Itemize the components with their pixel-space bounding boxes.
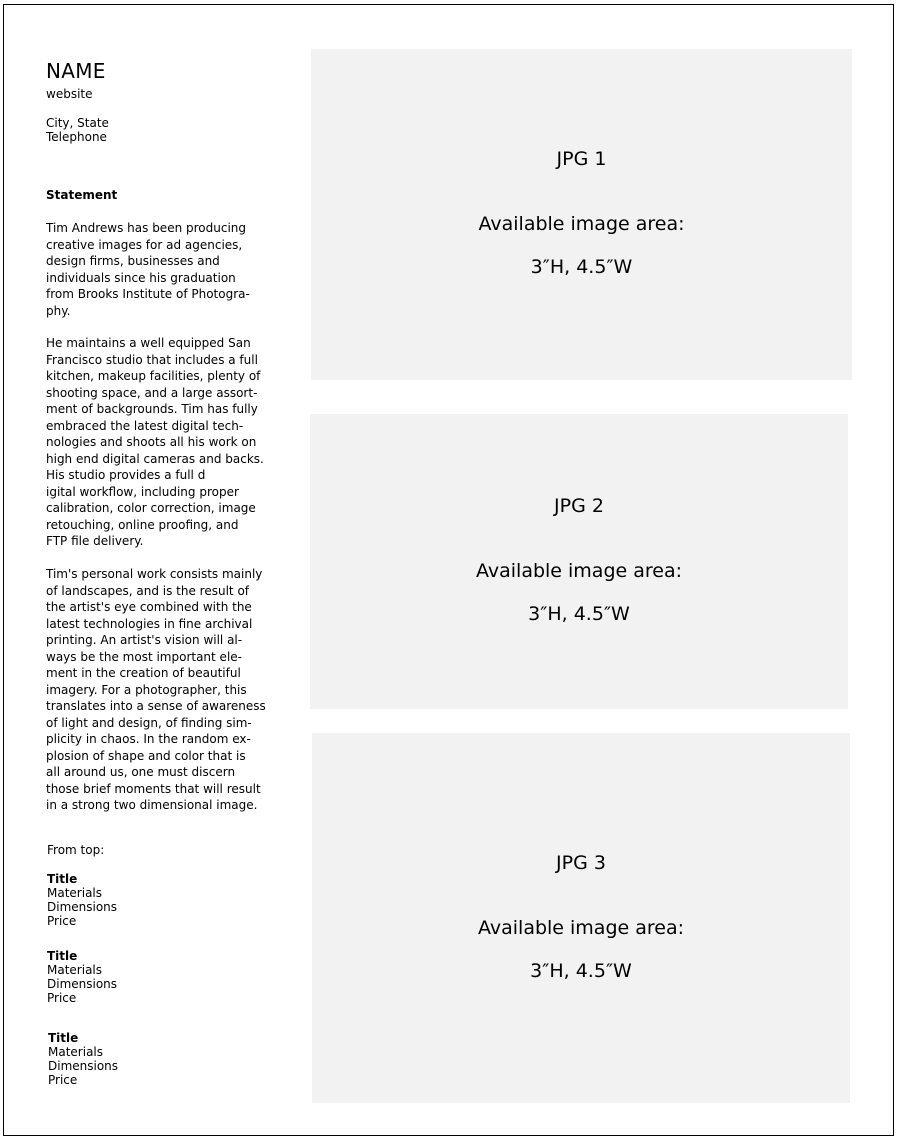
work-price: Price [47, 991, 77, 1005]
image-dimensions: 3″H, 4.5″W [528, 603, 630, 625]
image-area-label: Available image area: [477, 917, 685, 939]
statement-paragraph-1 [46, 220, 261, 319]
city-state: City, State [46, 116, 109, 130]
statement-line: of light and design, of finding sim- [46, 715, 252, 730]
statement-line: printing. An artist's vision will al- [46, 633, 243, 647]
work-price: Price [47, 914, 77, 928]
statement-line: retouching, online proofing, and [46, 517, 239, 532]
statement-line: shooting space, and a large assort- [46, 385, 258, 400]
work-item [47, 949, 117, 1005]
work-title: Title [48, 1031, 79, 1045]
statement-line: Tim Andrews has been producing [46, 221, 246, 235]
statement-line: He maintains a well equipped San [46, 336, 251, 350]
image-label: JPG 1 [556, 148, 607, 170]
image-placeholder-1 [311, 49, 852, 380]
work-title: Title [47, 949, 78, 963]
work-price: Price [48, 1073, 78, 1087]
work-dimensions: Dimensions [47, 900, 118, 914]
work-materials: Materials [47, 963, 103, 977]
statement-line: creative images for ad agencies, [46, 237, 243, 252]
statement-line: from Brooks Institute of Photogra- [46, 287, 250, 301]
statement-line: Francisco studio that includes a full [46, 352, 258, 367]
statement-line: plicity in chaos. In the random ex- [46, 732, 251, 746]
statement-paragraph-3 [46, 566, 266, 814]
statement-line: phy. [46, 303, 71, 318]
works-intro: From top: [47, 843, 105, 857]
statement-line: Tim's personal work consists mainly [46, 567, 263, 581]
image-dimensions: 3″H, 4.5″W [530, 256, 633, 278]
statement-line: in a strong two dimensional image. [46, 798, 258, 812]
statement-line: ways be the most important ele- [46, 649, 242, 664]
statement-paragraph-2 [46, 335, 264, 550]
image-dimensions: 3″H, 4.5″W [530, 960, 632, 982]
image-placeholder-2 [310, 414, 848, 709]
work-materials: Materials [47, 886, 103, 900]
statement-line: latest technologies in fine archival [46, 616, 253, 631]
statement-line: kitchen, makeup facilities, plenty of [46, 369, 261, 383]
statement-heading: Statement [46, 188, 118, 202]
statement-line: of landscapes, and is the result of [46, 583, 250, 598]
work-materials: Materials [48, 1045, 104, 1059]
statement-line: high end digital cameras and backs. [46, 451, 264, 466]
statement-line: ment of backgrounds. Tim has fully [46, 402, 258, 416]
statement-line: calibration, color correction, image [46, 501, 256, 515]
image-placeholder-3 [312, 733, 850, 1103]
statement-line: nologies and shoots all his work on [46, 435, 257, 449]
image-area-label: Available image area: [478, 213, 685, 235]
statement-line: imagery. For a photographer, this [46, 682, 247, 697]
telephone: Telephone [46, 130, 107, 144]
statement-line: design firms, businesses and [46, 254, 220, 268]
statement-line: those brief moments that will result [46, 781, 261, 796]
work-item [48, 1031, 118, 1087]
image-area-label: Available image area: [475, 560, 683, 582]
statement-line: translates into a sense of awareness [46, 699, 266, 713]
statement-line: plosion of shape and color that is [46, 748, 246, 763]
statement-line: the artist's eye combined with the [46, 600, 252, 614]
contact-block [46, 116, 109, 144]
statement-line: individuals since his graduation [46, 270, 236, 285]
work-title: Title [47, 872, 78, 886]
statement-line: embraced the latest digital tech- [46, 418, 244, 433]
statement-line: ment in the creation of beautiful [46, 666, 241, 680]
website-text: website [46, 87, 93, 101]
statement-line: His studio provides a full d [46, 468, 206, 482]
artist-name: NAME [46, 59, 106, 83]
work-item [47, 872, 117, 928]
statement-line: FTP file delivery. [46, 534, 144, 548]
work-dimensions: Dimensions [47, 977, 118, 991]
statement-line: all around us, one must discern [46, 765, 236, 779]
image-label: JPG 3 [556, 852, 606, 874]
image-label: JPG 2 [554, 495, 604, 517]
work-dimensions: Dimensions [48, 1059, 119, 1073]
statement-line: igital workflow, including proper [46, 484, 239, 499]
